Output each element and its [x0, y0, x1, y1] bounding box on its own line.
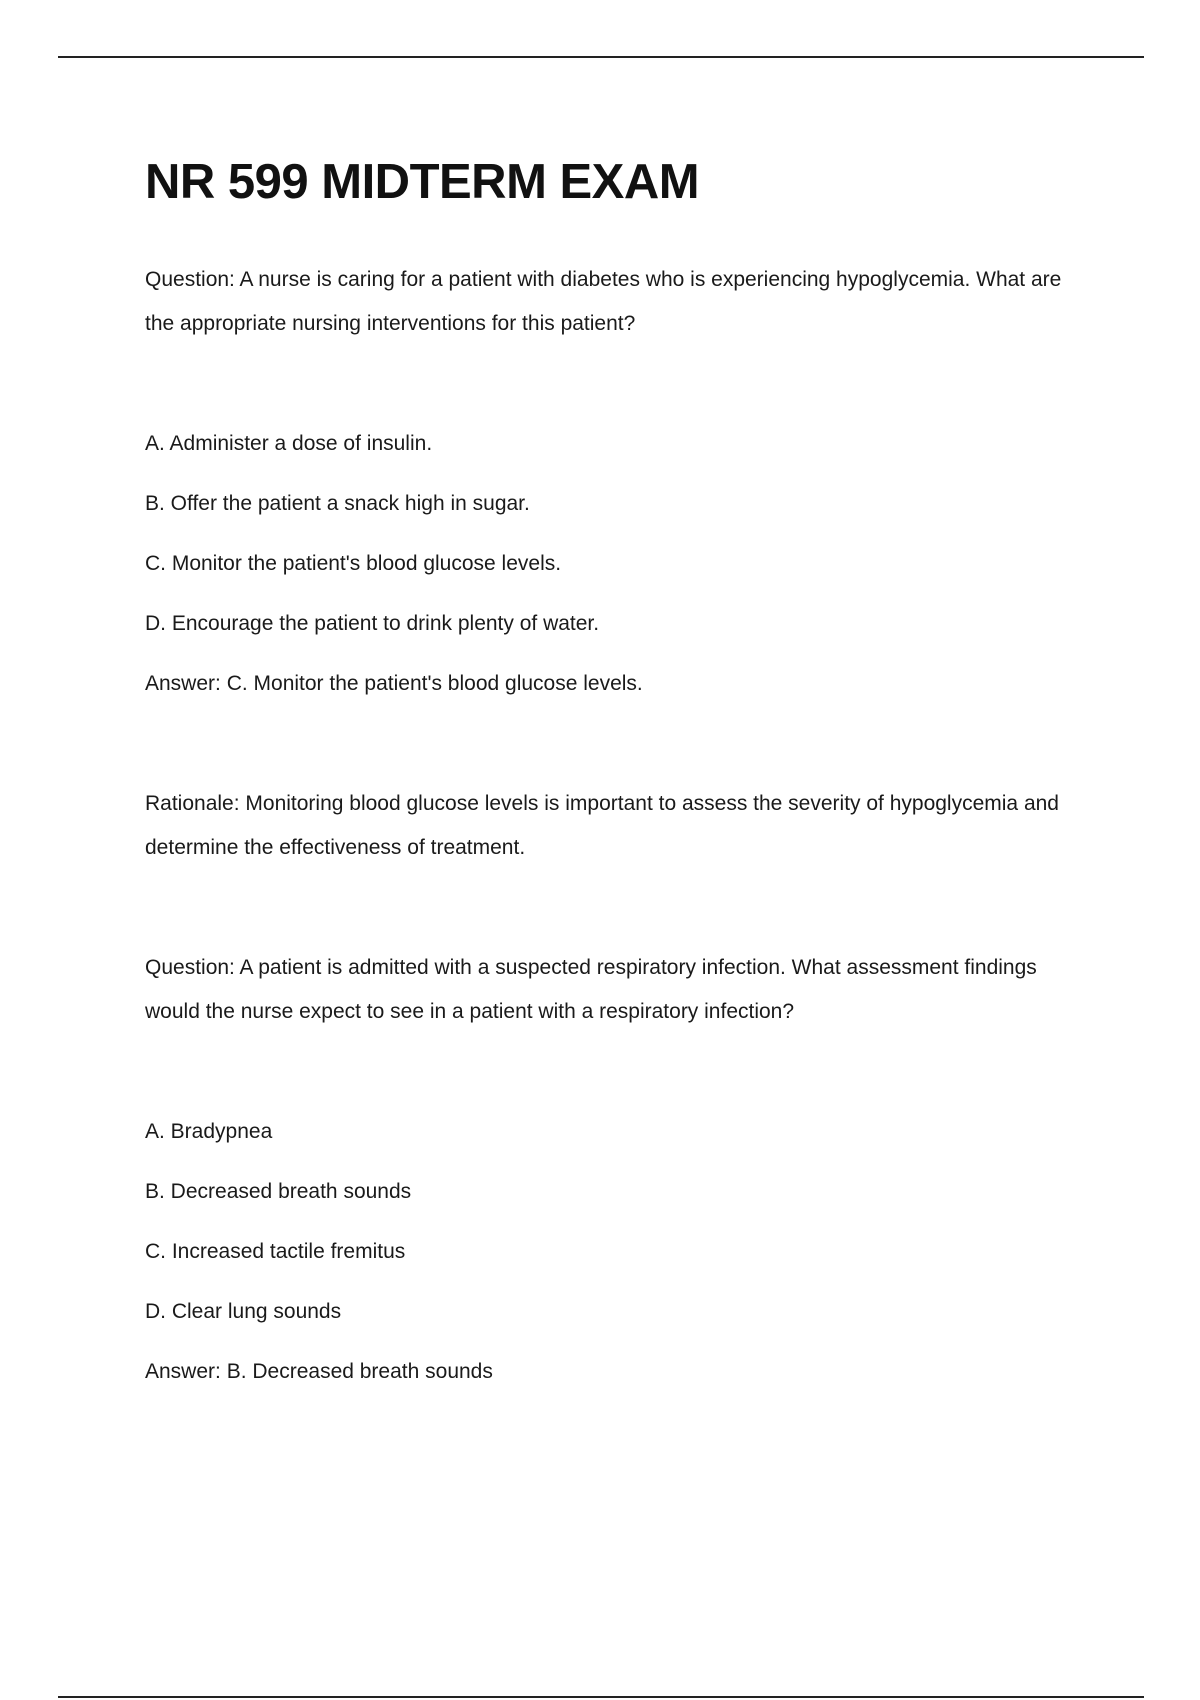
- bottom-divider: [58, 1696, 1144, 1698]
- question-2-option-a: A. Bradypnea: [145, 1120, 273, 1143]
- question-2-option-b: B. Decreased breath sounds: [145, 1180, 412, 1203]
- question-1-option-a: A. Administer a dose of insulin.: [145, 432, 433, 455]
- question-1-rationale: Rationale: Monitoring blood glucose levels is important to assess the severity of hypoglycemia and determine the effectiveness of treatment.: [145, 792, 1059, 859]
- question-1-option-c: C. Monitor the patient's blood glucose levels.: [145, 552, 562, 575]
- question-2-option-c: C. Increased tactile fremitus: [145, 1240, 406, 1263]
- document-title: NR 599 MIDTERM EXAM: [145, 155, 700, 209]
- question-2-text: Question: A patient is admitted with a suspected respiratory infection. What assessment findings would the nurse expect to see in a patient with a respiratory infection?: [145, 956, 1037, 1023]
- question-1-option-b: B. Offer the patient a snack high in sugar.: [145, 492, 530, 515]
- question-block-2: [145, 946, 1085, 1394]
- document-body: [145, 146, 1085, 1394]
- question-1-text: Question: A nurse is caring for a patient with diabetes who is experiencing hypoglycemia. What are the appropriate nursing interventions for this patient?: [145, 268, 1062, 335]
- question-1-option-d: D. Encourage the patient to drink plenty of water.: [145, 612, 600, 635]
- question-block-1: [145, 258, 1085, 870]
- question-1-answer: Answer: C. Monitor the patient's blood glucose levels.: [145, 672, 643, 695]
- question-2-option-d: D. Clear lung sounds: [145, 1300, 342, 1323]
- question-2-answer: Answer: B. Decreased breath sounds: [145, 1360, 493, 1383]
- top-divider: [58, 56, 1144, 58]
